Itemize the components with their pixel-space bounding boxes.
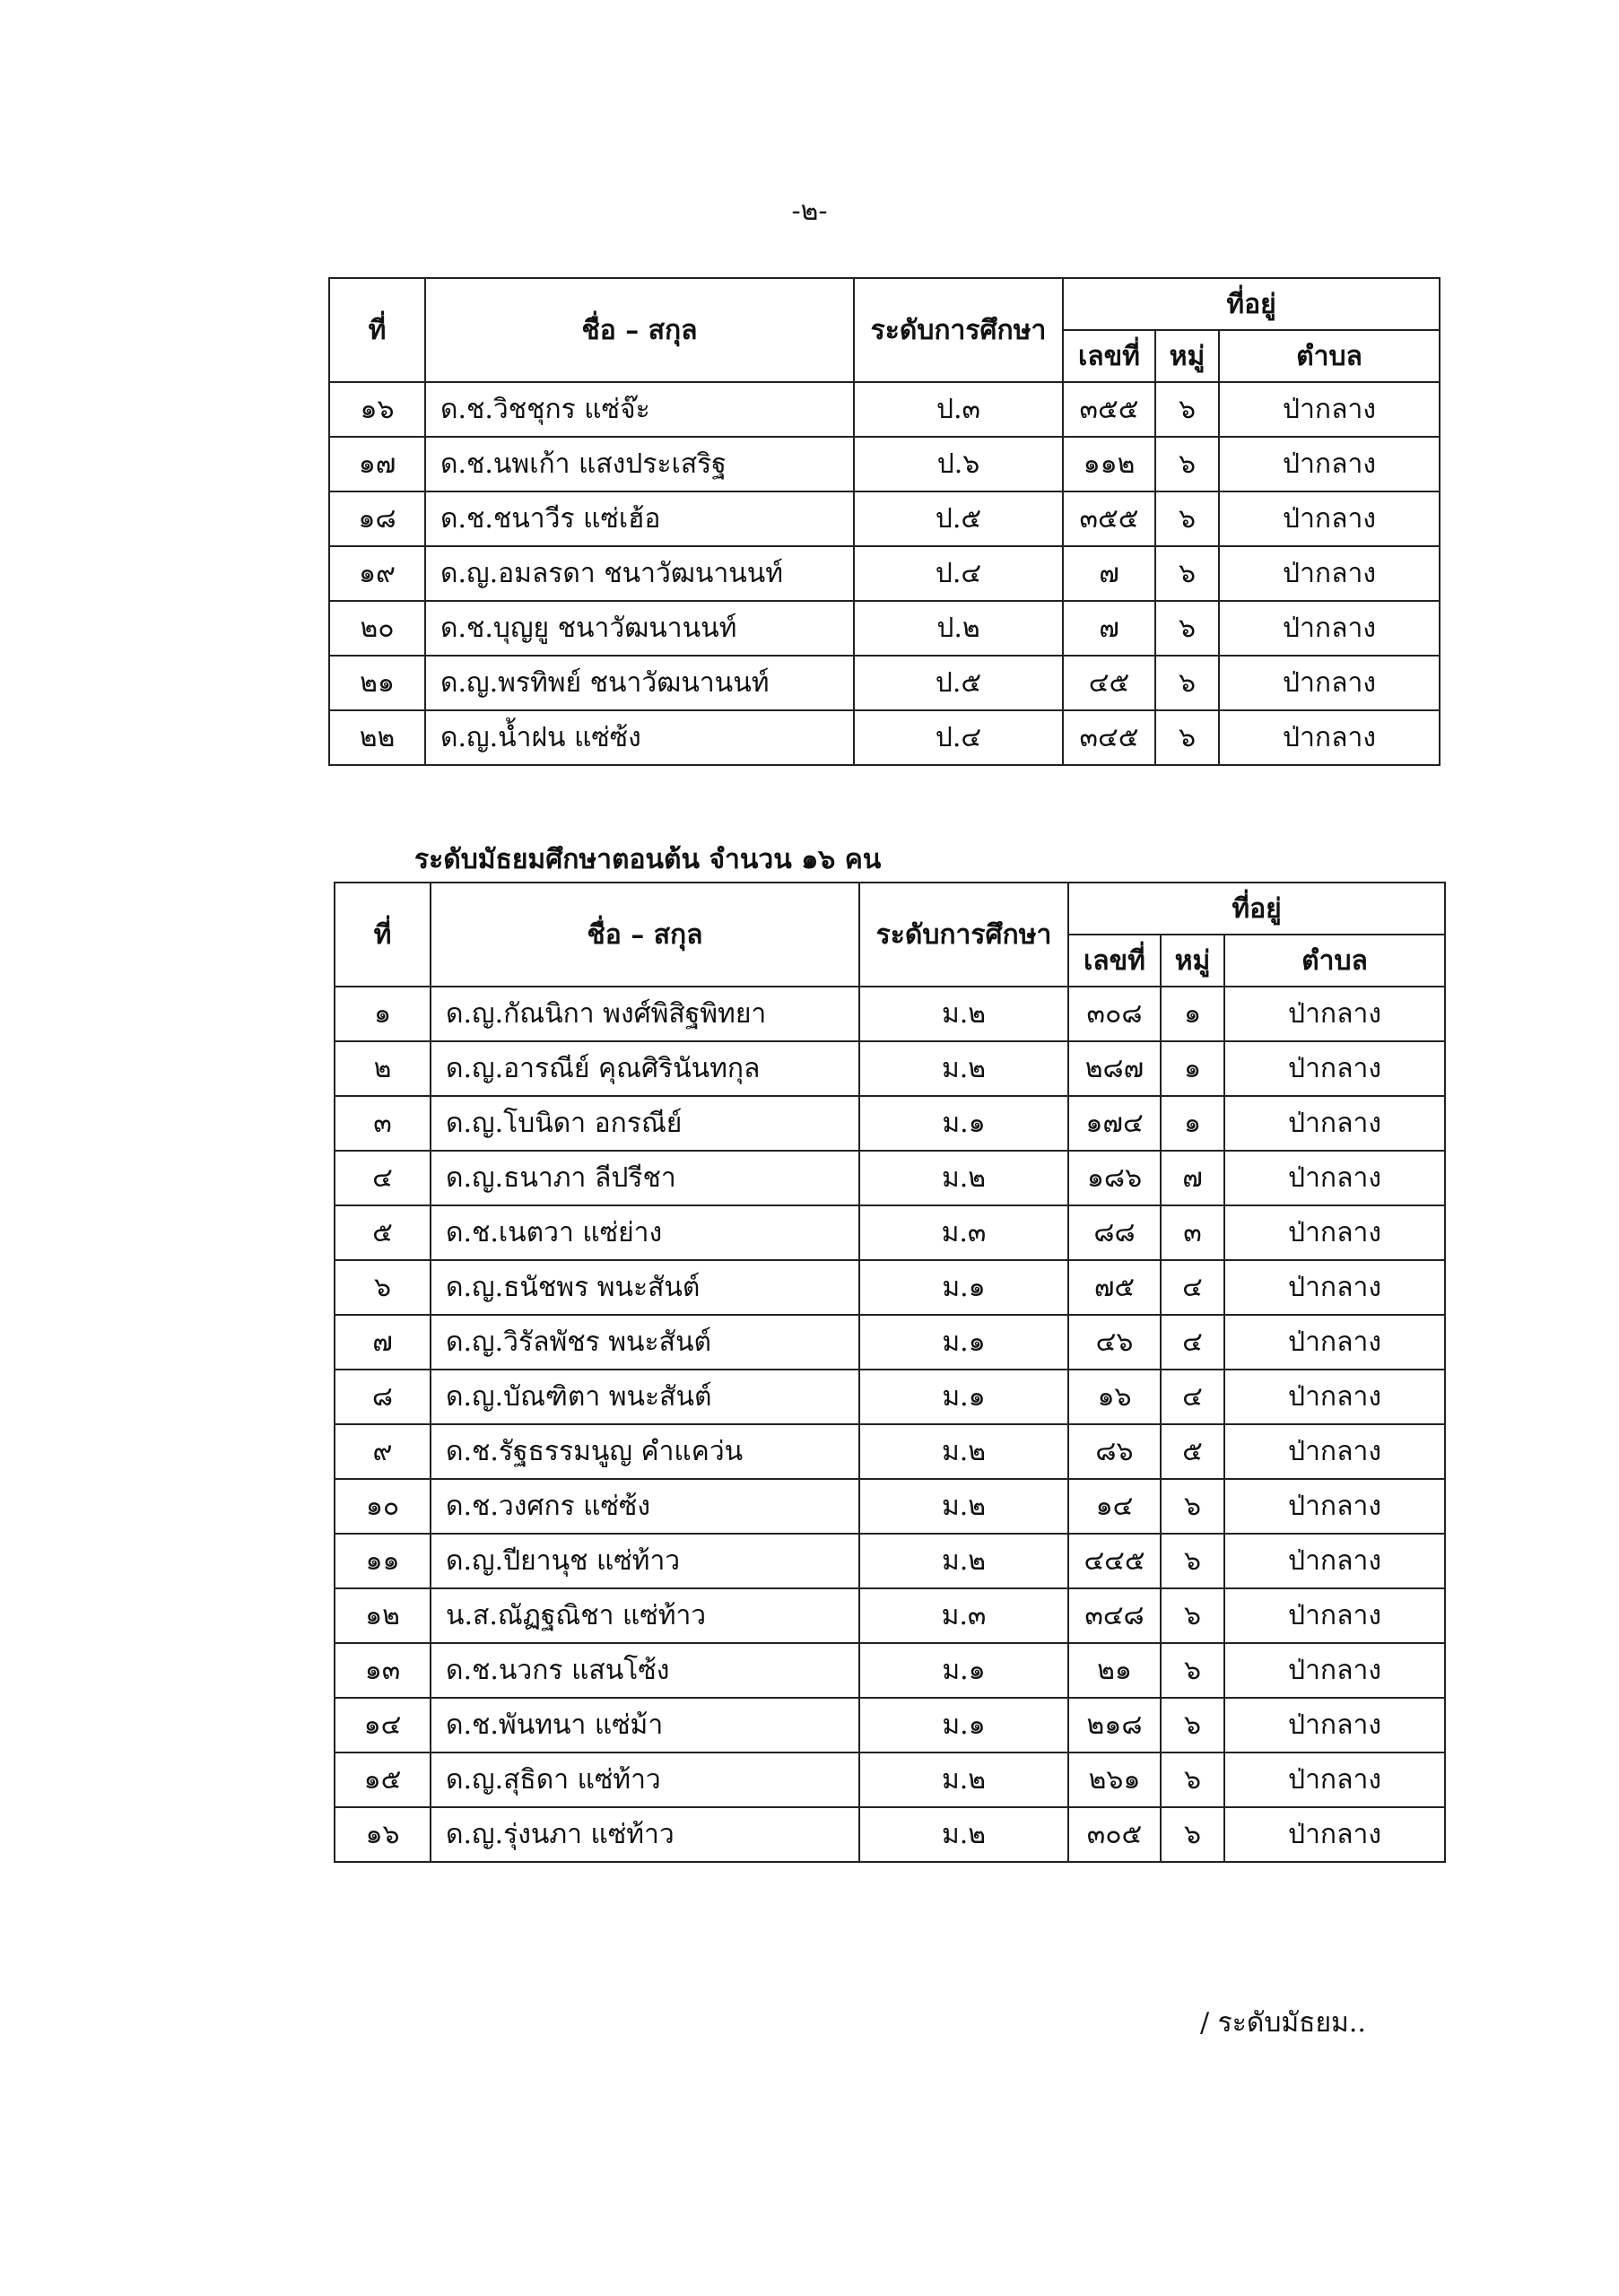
row-subdistrict: ป่ากลาง — [1224, 1205, 1445, 1260]
row-name: ด.ญ.ปียานุช แซ่ท้าว — [431, 1534, 859, 1588]
row-village: ๗ — [1161, 1151, 1224, 1205]
row-village: ๖ — [1155, 710, 1219, 765]
row-name: ด.ช.วงศกร แซ่ซ้ง — [431, 1479, 859, 1534]
row-level: ม.๓ — [859, 1588, 1068, 1643]
row-village: ๖ — [1161, 1752, 1224, 1807]
table-row — [329, 601, 1440, 656]
row-house-no: ๒๑ — [1068, 1643, 1161, 1698]
row-no: ๑๘ — [329, 491, 425, 546]
row-village: ๖ — [1161, 1588, 1224, 1643]
row-village: ๖ — [1155, 546, 1219, 601]
header-subdistrict: ตำบล — [1224, 935, 1445, 987]
row-village: ๖ — [1161, 1698, 1224, 1752]
row-no: ๑๔ — [335, 1698, 431, 1752]
row-village: ๑ — [1161, 987, 1224, 1041]
row-village: ๖ — [1155, 382, 1219, 437]
row-level: ป.๓ — [854, 382, 1063, 437]
row-level: ม.๓ — [859, 1205, 1068, 1260]
row-name: ด.ช.นพเก้า แสงประเสริฐ — [425, 437, 854, 491]
row-name: ด.ช.บุญยู ชนาวัฒนานนท์ — [425, 601, 854, 656]
row-no: ๓ — [335, 1096, 431, 1151]
table-row — [335, 1370, 1445, 1424]
row-no: ๑๖ — [335, 1807, 431, 1862]
row-house-no: ๑๘๖ — [1068, 1151, 1161, 1205]
row-no: ๒๒ — [329, 710, 425, 765]
row-house-no: ๗ — [1063, 601, 1155, 656]
row-level: ม.๒ — [859, 1479, 1068, 1534]
row-no: ๙ — [335, 1424, 431, 1479]
row-village: ๔ — [1161, 1260, 1224, 1315]
row-house-no: ๔๔๕ — [1068, 1534, 1161, 1588]
row-house-no: ๔๖ — [1068, 1315, 1161, 1370]
row-no: ๑ — [335, 987, 431, 1041]
row-village: ๖ — [1161, 1479, 1224, 1534]
row-name: ด.ช.พันทนา แซ่ม้า — [431, 1698, 859, 1752]
table-row — [335, 1752, 1445, 1807]
row-name: ด.ช.รัฐธรรมนูญ คำแคว่น — [431, 1424, 859, 1479]
row-village: ๔ — [1161, 1315, 1224, 1370]
student-table-primary — [328, 277, 1441, 766]
table-row — [329, 382, 1440, 437]
row-subdistrict: ป่ากลาง — [1224, 1424, 1445, 1479]
row-no: ๔ — [335, 1151, 431, 1205]
row-name: ด.ญ.กัณนิกา พงศ์พิสิฐพิทยา — [431, 987, 859, 1041]
row-no: ๖ — [335, 1260, 431, 1315]
row-village: ๕ — [1161, 1424, 1224, 1479]
row-name: ด.ช.ชนาวีร แซ่เฮ้อ — [425, 491, 854, 546]
row-village: ๔ — [1161, 1370, 1224, 1424]
header-education-level: ระดับการศึกษา — [854, 278, 1063, 382]
row-name: ด.ญ.อมลรดา ชนาวัฒนานนท์ — [425, 546, 854, 601]
row-house-no: ๑๑๒ — [1063, 437, 1155, 491]
row-level: ม.๒ — [859, 1151, 1068, 1205]
row-subdistrict: ป่ากลาง — [1224, 1698, 1445, 1752]
table-row — [335, 1096, 1445, 1151]
header-address: ที่อยู่ — [1068, 883, 1445, 935]
row-village: ๖ — [1161, 1807, 1224, 1862]
row-level: ม.๒ — [859, 1752, 1068, 1807]
row-subdistrict: ป่ากลาง — [1224, 1041, 1445, 1096]
row-village: ๖ — [1161, 1643, 1224, 1698]
row-house-no: ๓๔๕ — [1063, 710, 1155, 765]
row-subdistrict: ป่ากลาง — [1224, 1096, 1445, 1151]
row-house-no: ๓๐๕ — [1068, 1807, 1161, 1862]
row-house-no: ๒๑๘ — [1068, 1698, 1161, 1752]
table-row — [335, 1315, 1445, 1370]
table-row — [335, 1588, 1445, 1643]
row-house-no: ๓๕๕ — [1063, 382, 1155, 437]
table-row — [335, 1205, 1445, 1260]
header-address: ที่อยู่ — [1063, 278, 1440, 330]
row-house-no: ๓๕๕ — [1063, 491, 1155, 546]
row-subdistrict: ป่ากลาง — [1224, 1479, 1445, 1534]
row-house-no: ๗๕ — [1068, 1260, 1161, 1315]
section-heading-lower-secondary: ระดับมัธยมศึกษาตอนต้น จำนวน ๑๖ คน — [414, 844, 882, 875]
row-no: ๒๐ — [329, 601, 425, 656]
row-level: ม.๒ — [859, 1534, 1068, 1588]
row-subdistrict: ป่ากลาง — [1224, 1534, 1445, 1588]
header-village: หมู่ — [1161, 935, 1224, 987]
row-house-no: ๒๖๑ — [1068, 1752, 1161, 1807]
row-level: ม.๑ — [859, 1260, 1068, 1315]
row-level: ม.๑ — [859, 1370, 1068, 1424]
row-subdistrict: ป่ากลาง — [1219, 656, 1440, 710]
row-name: น.ส.ณัฏฐณิชา แซ่ท้าว — [431, 1588, 859, 1643]
row-name: ด.ญ.สุธิดา แซ่ท้าว — [431, 1752, 859, 1807]
row-subdistrict: ป่ากลาง — [1219, 601, 1440, 656]
row-subdistrict: ป่ากลาง — [1224, 1588, 1445, 1643]
row-level: ม.๑ — [859, 1643, 1068, 1698]
row-village: ๑ — [1161, 1041, 1224, 1096]
row-name: ด.ญ.อารณีย์ คุณศิรินันทกุล — [431, 1041, 859, 1096]
row-name: ด.ญ.วิรัลพัชร พนะสันต์ — [431, 1315, 859, 1370]
row-village: ๖ — [1155, 437, 1219, 491]
row-no: ๒๑ — [329, 656, 425, 710]
table-row — [335, 1260, 1445, 1315]
row-subdistrict: ป่ากลาง — [1219, 382, 1440, 437]
table-row — [335, 1424, 1445, 1479]
row-house-no: ๘๘ — [1068, 1205, 1161, 1260]
row-no: ๑๒ — [335, 1588, 431, 1643]
row-no: ๘ — [335, 1370, 431, 1424]
row-name: ด.ช.นวกร แสนโซ้ง — [431, 1643, 859, 1698]
row-subdistrict: ป่ากลาง — [1224, 1260, 1445, 1315]
row-subdistrict: ป่ากลาง — [1224, 1643, 1445, 1698]
header-no: ที่ — [329, 278, 425, 382]
row-level: ม.๑ — [859, 1698, 1068, 1752]
row-level: ม.๒ — [859, 1424, 1068, 1479]
row-name: ด.ญ.น้ำฝน แซ่ซ้ง — [425, 710, 854, 765]
table-row — [335, 1643, 1445, 1698]
row-level: ม.๒ — [859, 987, 1068, 1041]
row-no: ๑๐ — [335, 1479, 431, 1534]
row-no: ๗ — [335, 1315, 431, 1370]
row-house-no: ๘๖ — [1068, 1424, 1161, 1479]
header-subdistrict: ตำบล — [1219, 330, 1440, 382]
row-house-no: ๑๗๔ — [1068, 1096, 1161, 1151]
table-row — [329, 491, 1440, 546]
row-name: ด.ญ.ธนาภา ลีปรีชา — [431, 1151, 859, 1205]
row-level: ป.๖ — [854, 437, 1063, 491]
row-name: ด.ช.วิชชุกร แซ่จ๊ะ — [425, 382, 854, 437]
header-village: หมู่ — [1155, 330, 1219, 382]
row-house-no: ๒๘๗ — [1068, 1041, 1161, 1096]
row-subdistrict: ป่ากลาง — [1224, 1370, 1445, 1424]
header-house-no: เลขที่ — [1063, 330, 1155, 382]
table-row — [335, 987, 1445, 1041]
row-name: ด.ญ.บัณฑิตา พนะสันต์ — [431, 1370, 859, 1424]
header-name: ชื่อ – สกุล — [431, 883, 859, 987]
table-row — [335, 1698, 1445, 1752]
row-no: ๑๗ — [329, 437, 425, 491]
row-house-no: ๗ — [1063, 546, 1155, 601]
row-village: ๑ — [1161, 1096, 1224, 1151]
table-row — [335, 1041, 1445, 1096]
row-level: ม.๒ — [859, 1807, 1068, 1862]
row-house-no: ๓๐๘ — [1068, 987, 1161, 1041]
row-level: ป.๕ — [854, 656, 1063, 710]
row-level: ม.๒ — [859, 1041, 1068, 1096]
row-subdistrict: ป่ากลาง — [1224, 1752, 1445, 1807]
row-village: ๓ — [1161, 1205, 1224, 1260]
table-row — [335, 1479, 1445, 1534]
row-house-no: ๓๔๘ — [1068, 1588, 1161, 1643]
table-row — [329, 710, 1440, 765]
row-subdistrict: ป่ากลาง — [1219, 491, 1440, 546]
row-level: ป.๔ — [854, 710, 1063, 765]
row-name: ด.ญ.พรทิพย์ ชนาวัฒนานนท์ — [425, 656, 854, 710]
table-row — [335, 1534, 1445, 1588]
row-no: ๑๖ — [329, 382, 425, 437]
row-subdistrict: ป่ากลาง — [1224, 1315, 1445, 1370]
row-subdistrict: ป่ากลาง — [1224, 1807, 1445, 1862]
header-house-no: เลขที่ — [1068, 935, 1161, 987]
row-name: ด.ญ.โบนิดา อกรณีย์ — [431, 1096, 859, 1151]
row-level: ป.๒ — [854, 601, 1063, 656]
row-subdistrict: ป่ากลาง — [1224, 987, 1445, 1041]
row-no: ๑๓ — [335, 1643, 431, 1698]
row-level: ม.๑ — [859, 1096, 1068, 1151]
row-subdistrict: ป่ากลาง — [1224, 1151, 1445, 1205]
row-level: ม.๑ — [859, 1315, 1068, 1370]
table-row — [329, 546, 1440, 601]
row-no: ๑๑ — [335, 1534, 431, 1588]
page-number: -๒- — [791, 196, 828, 227]
row-level: ป.๕ — [854, 491, 1063, 546]
row-house-no: ๑๖ — [1068, 1370, 1161, 1424]
row-name: ด.ญ.ธนัชพร พนะสันต์ — [431, 1260, 859, 1315]
row-no: ๑๕ — [335, 1752, 431, 1807]
header-education-level: ระดับการศึกษา — [859, 883, 1068, 987]
student-table-lower-secondary — [334, 882, 1446, 1863]
row-house-no: ๑๔ — [1068, 1479, 1161, 1534]
continuation-note: / ระดับมัธยม.. — [1200, 2007, 1366, 2039]
row-village: ๖ — [1155, 656, 1219, 710]
row-village: ๖ — [1155, 601, 1219, 656]
header-no: ที่ — [335, 883, 431, 987]
row-name: ด.ช.เนตวา แซ่ย่าง — [431, 1205, 859, 1260]
table-row — [329, 656, 1440, 710]
row-level: ป.๔ — [854, 546, 1063, 601]
table-row — [329, 437, 1440, 491]
row-subdistrict: ป่ากลาง — [1219, 437, 1440, 491]
row-village: ๖ — [1161, 1534, 1224, 1588]
row-no: ๒ — [335, 1041, 431, 1096]
row-subdistrict: ป่ากลาง — [1219, 710, 1440, 765]
row-house-no: ๔๕ — [1063, 656, 1155, 710]
row-no: ๑๙ — [329, 546, 425, 601]
header-name: ชื่อ – สกุล — [425, 278, 854, 382]
row-village: ๖ — [1155, 491, 1219, 546]
row-subdistrict: ป่ากลาง — [1219, 546, 1440, 601]
row-no: ๕ — [335, 1205, 431, 1260]
row-name: ด.ญ.รุ่งนภา แซ่ท้าว — [431, 1807, 859, 1862]
table-row — [335, 1151, 1445, 1205]
table-row — [335, 1807, 1445, 1862]
